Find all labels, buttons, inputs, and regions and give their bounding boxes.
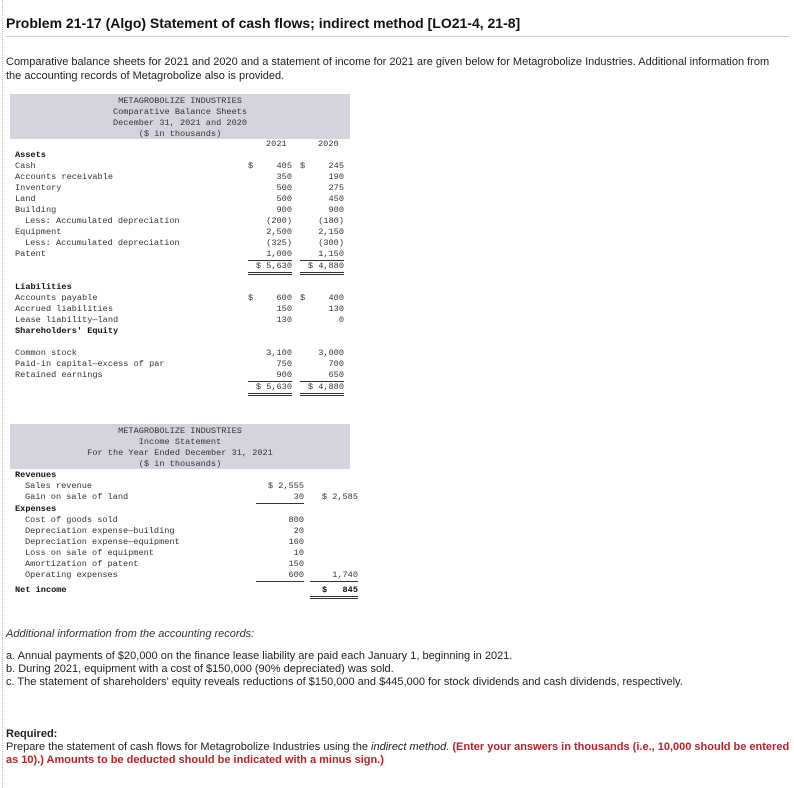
value-2020: 0 xyxy=(338,315,344,325)
asset-label: Building xyxy=(15,205,57,215)
equity-row xyxy=(10,359,350,370)
expense-row xyxy=(10,526,350,537)
revenues-heading xyxy=(10,470,350,481)
expense-row xyxy=(10,515,350,526)
liability-label: Lease liability—land xyxy=(15,315,119,325)
liability-label: Accrued liabilities xyxy=(15,304,113,314)
value-2020: 400 xyxy=(328,293,344,303)
equity-label: Retained earnings xyxy=(15,370,103,380)
value-2020: 245 xyxy=(328,161,344,171)
expense-value: 150 xyxy=(288,559,304,569)
net-income-label: Net income xyxy=(15,585,67,595)
required-section xyxy=(6,728,790,767)
left-border xyxy=(2,0,3,788)
value-2020: 190 xyxy=(328,172,344,182)
equity-heading-label: Shareholders' Equity xyxy=(15,326,119,336)
equity-label: Common stock xyxy=(15,348,77,358)
liab-equity-total-2021: $ 5,630 xyxy=(248,382,292,396)
revenue-value: 30 xyxy=(256,492,304,504)
asset-row xyxy=(10,183,350,194)
asset-label: Cash xyxy=(15,161,36,171)
asset-label: Less: Accumulated depreciation xyxy=(25,216,180,226)
value-2020: 3,000 xyxy=(318,348,344,358)
asset-label: Accounts receivable xyxy=(15,172,113,182)
assets-heading-label: Assets xyxy=(15,150,46,160)
asset-label: Less: Accumulated depreciation xyxy=(25,238,180,248)
dollar-sign: $ xyxy=(248,293,254,303)
statement-units: ($ in thousands) xyxy=(138,459,222,469)
equity-heading xyxy=(10,326,350,337)
value-2021: 500 xyxy=(276,194,292,204)
expense-value: 10 xyxy=(293,548,304,558)
expense-row xyxy=(10,570,358,581)
value-2020: (300) xyxy=(318,238,344,248)
value-2020: 1,150 xyxy=(300,249,344,261)
expense-row xyxy=(10,559,350,570)
additional-info-list xyxy=(6,650,766,689)
problem-title: Problem 21-17 (Algo) Statement of cash flows; indirect method [LO21-4, 21-8] xyxy=(6,15,521,31)
value-2021: 500 xyxy=(276,183,292,193)
dollar-sign: $ xyxy=(248,161,254,171)
title-divider xyxy=(6,36,790,37)
equity-row xyxy=(10,348,350,359)
liabilities-heading-label: Liabilities xyxy=(15,282,72,292)
liability-row xyxy=(10,304,350,315)
revenues-total: $ 2,585 xyxy=(321,492,358,502)
expense-label: Cost of goods sold xyxy=(25,515,118,525)
col-2020: 2020 xyxy=(318,139,339,149)
required-instruction: Prepare the statement of cash flows for Metagrobolize Industries using the xyxy=(6,741,372,753)
net-income-value: 845 xyxy=(310,585,358,599)
value-2021: 600 xyxy=(276,293,292,303)
balance-sheet-header xyxy=(10,94,350,139)
statement-units: ($ in thousands) xyxy=(138,129,222,139)
equity-row xyxy=(10,370,350,381)
value-2021: (200) xyxy=(266,216,292,226)
liabilities-equity-total-row xyxy=(10,382,350,393)
equity-label: Paid-in capital—excess of par xyxy=(15,359,165,369)
value-2021: 130 xyxy=(276,315,292,325)
expenses-heading-label: Expenses xyxy=(15,504,57,514)
value-2021: 405 xyxy=(276,161,292,171)
expense-row xyxy=(10,537,350,548)
asset-row xyxy=(10,227,350,238)
value-2021: 900 xyxy=(248,370,292,382)
expense-value: 160 xyxy=(288,537,304,547)
liability-row xyxy=(10,315,350,326)
assets-total-row xyxy=(10,261,350,272)
company-name: METAGROBOLIZE INDUSTRIES xyxy=(118,96,242,106)
required-heading: Required: xyxy=(6,728,58,740)
liability-label: Accounts payable xyxy=(15,293,98,303)
expense-label: Depreciation expense—building xyxy=(25,526,175,536)
asset-row xyxy=(10,216,350,227)
assets-heading xyxy=(10,150,350,161)
value-2021: (325) xyxy=(266,238,292,248)
value-2020: 900 xyxy=(328,205,344,215)
balance-sheet-table xyxy=(10,94,350,394)
dollar-sign: $ xyxy=(300,161,306,171)
liabilities-heading xyxy=(10,282,350,293)
liability-row xyxy=(10,293,350,304)
asset-row xyxy=(10,205,350,216)
expense-label: Amortization of patent xyxy=(25,559,139,569)
asset-row xyxy=(10,161,350,172)
asset-row xyxy=(10,194,350,205)
required-emphasis: (Enter your answers in thousands (i.e., 10,000 should be entered as 10).) Amounts to be deducted should be indicated with a minus sign.) xyxy=(6,741,790,766)
value-2021: 1,000 xyxy=(248,249,292,261)
expense-row xyxy=(10,548,350,559)
asset-row xyxy=(10,238,350,249)
problem-intro: Comparative balance sheets for 2021 and 2020 and a statement of income for 2021 are given below for Metagrobolize Industries. Additional information from the accounting records of Metagrobolize also is provided. xyxy=(6,56,770,82)
expense-label: Loss on sale of equipment xyxy=(25,548,154,558)
additional-item-b: b. During 2021, equipment with a cost of $150,000 (90% depreciated) was sold. xyxy=(6,663,394,675)
asset-row xyxy=(10,172,350,183)
asset-label: Patent xyxy=(15,249,46,259)
required-text xyxy=(6,741,790,767)
asset-label: Equipment xyxy=(15,227,62,237)
revenue-value: $ 2,555 xyxy=(267,481,304,491)
expense-label: Operating expenses xyxy=(25,570,118,580)
value-2020: 2,150 xyxy=(318,227,344,237)
value-2020: 130 xyxy=(328,304,344,314)
statement-period: For the Year Ended December 31, 2021 xyxy=(87,448,273,458)
revenues-heading-label: Revenues xyxy=(15,470,57,480)
statement-title: Income Statement xyxy=(138,437,222,447)
asset-row xyxy=(10,249,350,260)
value-2020: 650 xyxy=(300,370,344,382)
value-2021: 3,100 xyxy=(266,348,292,358)
net-income-row xyxy=(10,585,358,596)
asset-label: Inventory xyxy=(15,183,62,193)
expense-value: 600 xyxy=(256,570,304,582)
additional-item-c: c. The statement of shareholders' equity reveals reductions of $150,000 and $445,000 for stock dividends and cash dividends, respectively. xyxy=(6,676,683,688)
expenses-total: 1,740 xyxy=(310,570,358,582)
required-method: indirect method. xyxy=(371,741,450,753)
statement-title: Comparative Balance Sheets xyxy=(112,107,248,117)
dollar-sign: $ xyxy=(300,293,306,303)
revenue-label: Gain on sale of land xyxy=(25,492,129,502)
assets-total-2020: $ 4,880 xyxy=(300,261,344,275)
expense-value: 800 xyxy=(288,515,304,525)
expense-value: 20 xyxy=(293,526,304,536)
value-2021: 150 xyxy=(276,304,292,314)
value-2020: 275 xyxy=(328,183,344,193)
value-2020: 450 xyxy=(328,194,344,204)
revenue-row xyxy=(10,481,350,492)
dollar-sign: $ xyxy=(322,585,328,595)
value-2021: 2,500 xyxy=(266,227,292,237)
col-2021: 2021 xyxy=(266,139,287,149)
liab-equity-total-2020: $ 4,880 xyxy=(300,382,344,396)
statement-date: December 31, 2021 and 2020 xyxy=(112,118,248,128)
additional-info-heading: Additional information from the accounting records: xyxy=(6,628,255,640)
company-name: METAGROBOLIZE INDUSTRIES xyxy=(118,426,242,436)
expenses-heading xyxy=(10,504,350,515)
value-2021: 900 xyxy=(276,205,292,215)
income-statement-header xyxy=(10,424,350,469)
revenue-label: Sales revenue xyxy=(25,481,93,491)
value-2021: 350 xyxy=(276,172,292,182)
assets-total-2021: $ 5,630 xyxy=(248,261,292,275)
value-2021: 750 xyxy=(276,359,292,369)
expense-label: Depreciation expense—equipment xyxy=(25,537,180,547)
additional-item-a: a. Annual payments of $20,000 on the finance lease liability are paid each January 1, beginning in 2021. xyxy=(6,650,513,662)
value-2020: 700 xyxy=(328,359,344,369)
value-2020: (180) xyxy=(318,216,344,226)
column-headers xyxy=(10,139,350,150)
income-statement-table xyxy=(10,424,358,604)
asset-label: Land xyxy=(15,194,36,204)
revenue-row xyxy=(10,492,358,503)
